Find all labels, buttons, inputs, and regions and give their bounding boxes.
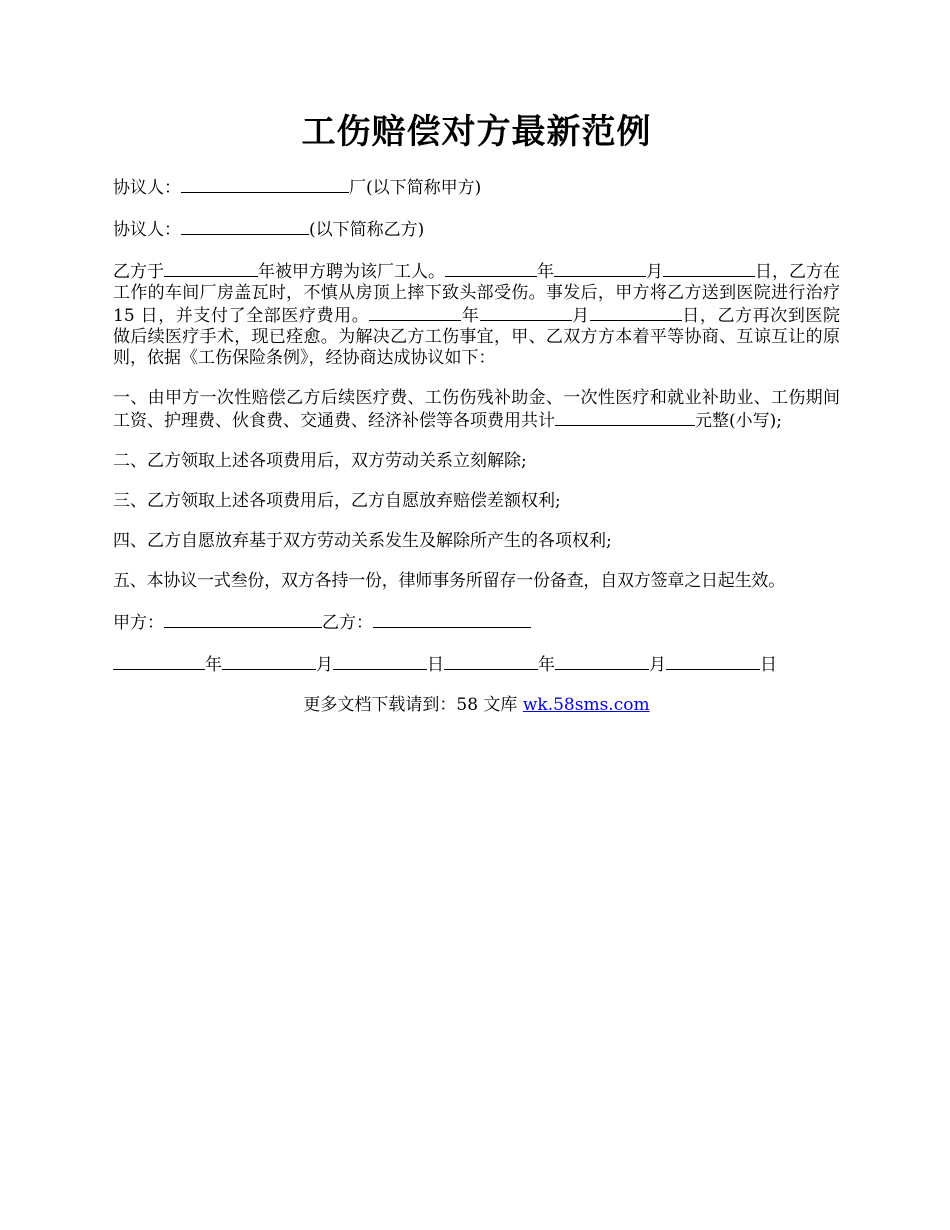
party-a-line (113, 176, 840, 199)
clause-5: 五、本协议一式叁份，双方各持一份，律师事务所留存一份备查，自双方签章之日起生效。 (113, 571, 785, 592)
party-b-prefix: 协议人： (113, 220, 181, 241)
incident-text: 日，乙方在工作的车间厂房盖瓦时，不慎从房顶上摔下致头部受伤。事发后，甲方将乙方送到医院进行治疗 15 日，并支付了全部医疗费用。 (113, 262, 840, 327)
footer-text: 更多文档下载请到：58 文库 (303, 695, 523, 716)
incident-text: 月 (646, 262, 663, 283)
document-page (113, 110, 840, 716)
clause-1-text: 一、由甲方一次性赔偿乙方后续医疗费、工伤伤残补助金、一次性医疗和就业补助业、工伤期间工资、护理费、伙食费、交通费、经济补偿等各项费用共计 (113, 388, 840, 432)
party-b-signature-label: 乙方： (322, 613, 373, 634)
party-a-blank[interactable] (181, 176, 349, 193)
incident-text: 月 (571, 306, 590, 327)
clause-4: 四、乙方自愿放弃基于双方劳动关系发生及解除所产生的各项权利; (113, 531, 612, 552)
clause-3: 三、乙方领取上述各项费用后，乙方自愿放弃赔偿差额权利; (113, 491, 561, 512)
incident-text: 日，乙方再次到医院做后续医疗手术，现已痊愈。为解决乙方工伤事宜，甲、乙双方方本着平等协商、互谅互让的原则，依据《工伤保险条例》，经协商达成协议如下： (113, 306, 841, 369)
party-b-year-blank[interactable] (444, 653, 538, 670)
date-line (113, 653, 840, 676)
incident-text: 年 (537, 262, 554, 283)
hire-year-blank[interactable] (164, 260, 258, 277)
party-b-signature-blank[interactable] (373, 611, 531, 628)
injury-year-blank[interactable] (445, 260, 537, 277)
incident-text: 年被甲方聘为该厂工人。 (258, 262, 445, 283)
total-amount-blank[interactable] (555, 409, 695, 426)
incident-text: 年 (461, 306, 480, 327)
injury-day-blank[interactable] (663, 260, 755, 277)
document-title: 工伤赔偿对方最新范例 (301, 112, 652, 152)
party-a-month-blank[interactable] (222, 653, 316, 670)
incident-text: 乙方于 (113, 262, 164, 283)
date-month-label: 月 (649, 655, 666, 676)
surgery-month-blank[interactable] (480, 304, 572, 321)
injury-month-blank[interactable] (554, 260, 646, 277)
party-b-line (113, 218, 840, 241)
signature-line (113, 611, 840, 634)
party-a-signature-blank[interactable] (164, 611, 322, 628)
party-a-suffix: 厂(以下简称甲方) (349, 178, 482, 199)
date-day-label: 日 (427, 655, 444, 676)
date-year-label: 年 (538, 655, 555, 676)
surgery-year-blank[interactable] (369, 304, 461, 321)
footer (113, 695, 840, 716)
party-b-day-blank[interactable] (666, 653, 760, 670)
clause-2: 二、乙方领取上述各项费用后，双方劳动关系立刻解除; (113, 451, 527, 472)
party-b-suffix: (以下简称乙方) (309, 220, 425, 241)
incident-paragraph (113, 260, 840, 369)
surgery-day-blank[interactable] (590, 304, 682, 321)
date-day-label: 日 (760, 655, 777, 676)
party-a-year-blank[interactable] (113, 653, 205, 670)
party-a-day-blank[interactable] (333, 653, 427, 670)
clause-1-text: 元整(小写); (695, 411, 782, 432)
clause-1 (113, 388, 840, 432)
date-year-label: 年 (205, 655, 222, 676)
party-b-month-blank[interactable] (555, 653, 649, 670)
party-a-signature-label: 甲方： (113, 613, 164, 634)
party-a-prefix: 协议人： (113, 178, 181, 199)
party-b-blank[interactable] (181, 218, 309, 235)
date-month-label: 月 (316, 655, 333, 676)
footer-link[interactable]: wk.58sms.com (522, 695, 650, 716)
